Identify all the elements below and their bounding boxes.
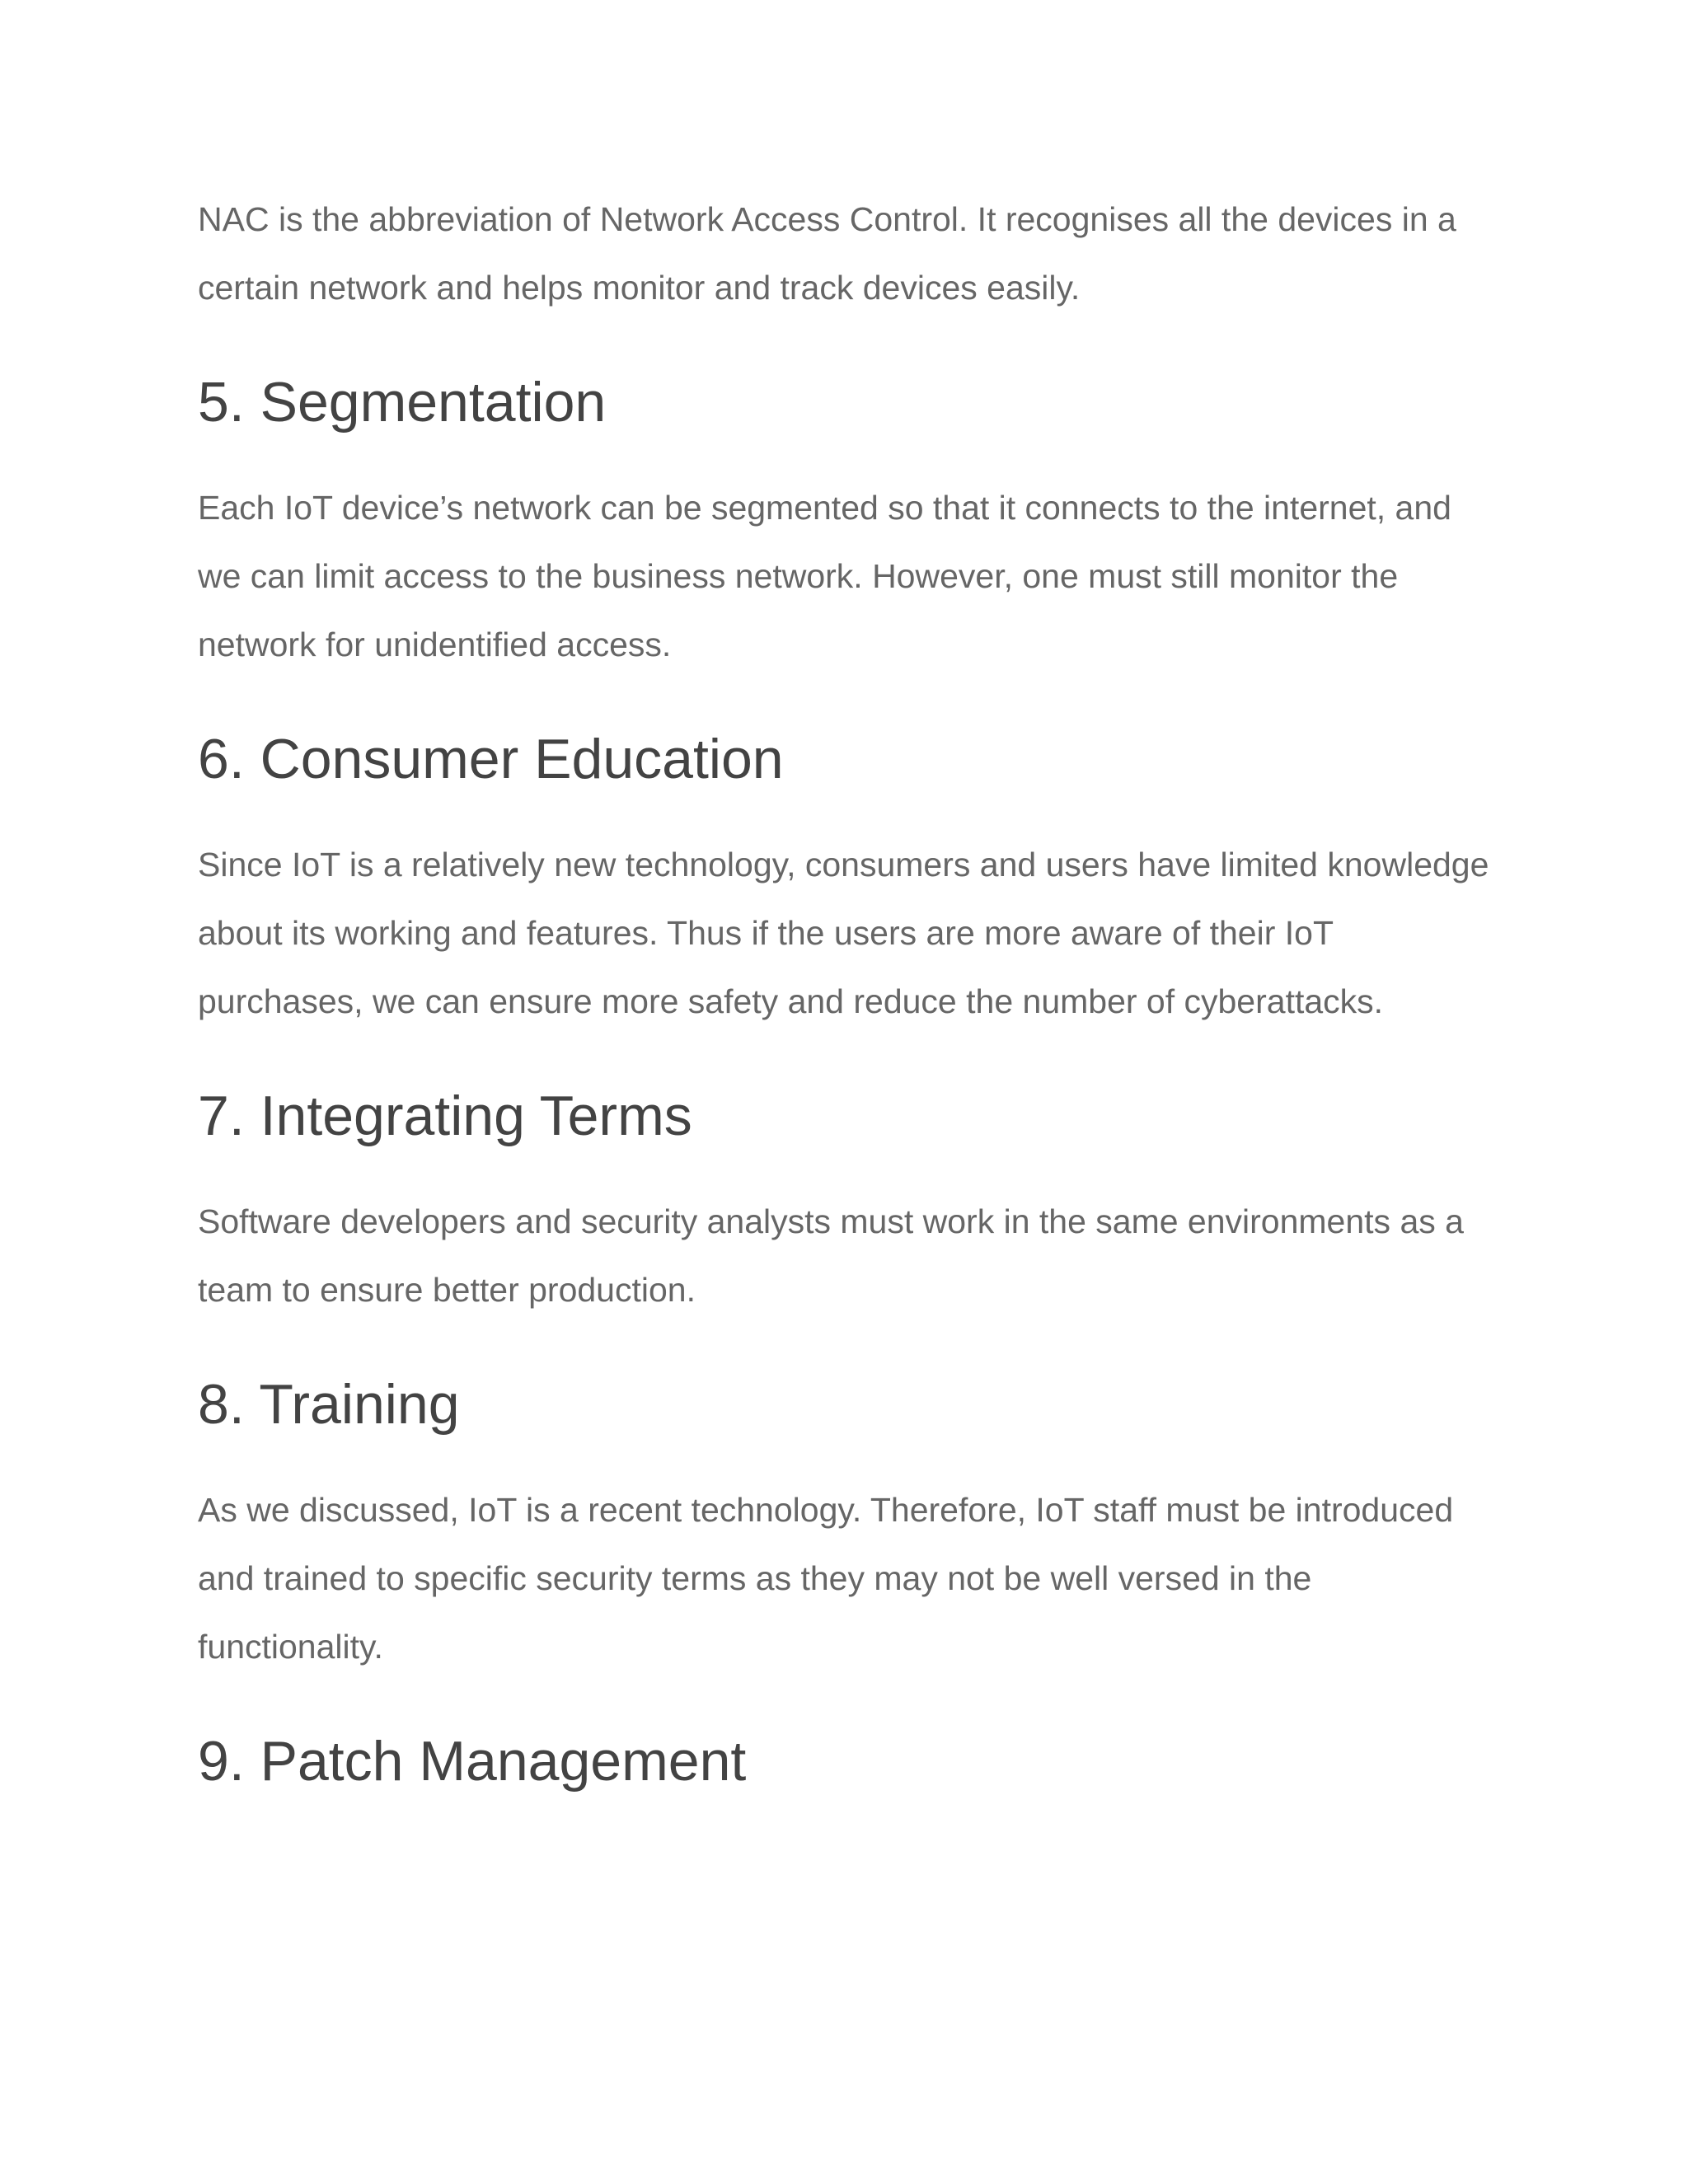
heading-consumer-education: 6. Consumer Education bbox=[198, 728, 784, 790]
paragraph-training: As we discussed, IoT is a recent technology. Therefore, IoT staff must be introduced and trained to specific security terms as they may not be well versed in the functionality. bbox=[198, 1491, 1454, 1666]
heading-integrating-terms: 7. Integrating Terms bbox=[198, 1085, 692, 1147]
paragraph-consumer-education: Since IoT is a relatively new technology, consumers and users have limited knowledge about its working and features. Thus if the users are more aware of their IoT purchases, we can ensure more safety and reduce the number of cyberattacks. bbox=[198, 846, 1489, 1020]
heading-segmentation: 5. Segmentation bbox=[198, 371, 607, 434]
heading-training: 8. Training bbox=[198, 1373, 460, 1436]
intro-paragraph: NAC is the abbreviation of Network Access Control. It recognises all the devices in a certain network and helps monitor and track devices easily. bbox=[198, 200, 1456, 307]
heading-patch-management: 9. Patch Management bbox=[198, 1730, 747, 1793]
paragraph-segmentation: Each IoT device’s network can be segmented so that it connects to the internet, and we can limit access to the business network. However, one must still monitor the network for unidentified access. bbox=[198, 489, 1451, 663]
document-content bbox=[198, 185, 1500, 1833]
paragraph-integrating-terms: Software developers and security analysts must work in the same environments as a team to ensure better production. bbox=[198, 1202, 1464, 1309]
